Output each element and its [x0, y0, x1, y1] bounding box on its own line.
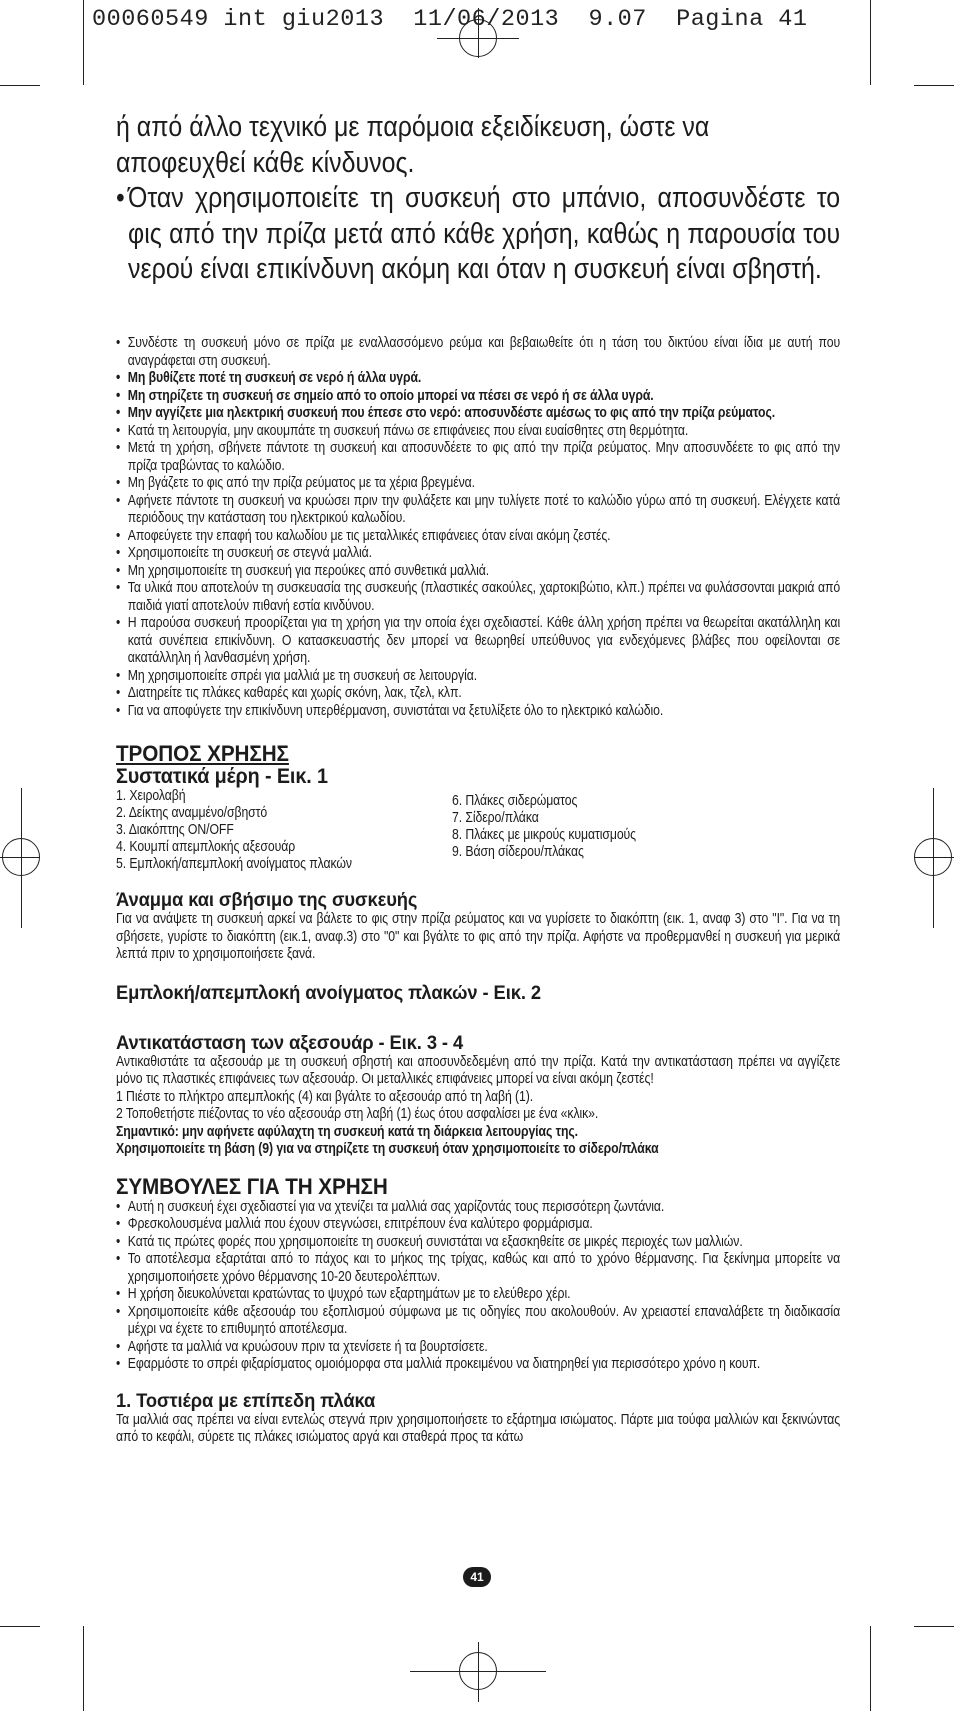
registration-mark-left: [0, 857, 40, 858]
lock-title: Εμπλοκή/απεμπλοκή ανοίγματος πλακών - Εικ. 2: [116, 981, 541, 1004]
registration-mark-right: [933, 788, 934, 928]
tip-item: • Η χρήση διευκολύνεται κρατώντας το ψυχρό των εξαρτημάτων με το ελεύθερο χέρι.: [116, 1286, 840, 1304]
safety-item: • Συνδέστε τη συσκευή μόνο σε πρίζα με εναλλασσόμενο ρεύμα και βεβαιωθείτε ότι η τάση του δικτύου είναι ίδια με αυτή που αναγράφεται στη συσκευή.: [116, 335, 840, 370]
crop-mark: [0, 85, 40, 86]
registration-mark-right: [914, 857, 954, 858]
usage-title: ΤΡΟΠΟΣ ΧΡΗΣΗΣ: [116, 741, 289, 766]
safety-list-block: [116, 335, 840, 1447]
replace-step-2: 2 Τοποθετήστε πιέζοντας το νέο αξεσουάρ στη λαβή (1) έως ότου ασφαλίσει με ένα «κλικ».: [116, 1106, 599, 1122]
crop-mark: [914, 1626, 954, 1627]
part-item: 6. Πλάκες σιδερώματος: [452, 793, 578, 809]
registration-mark-left: [21, 788, 22, 928]
intro-bullet: [116, 181, 840, 288]
crop-mark: [914, 85, 954, 86]
part-item: 9. Βάση σίδερου/πλάκας: [452, 844, 584, 860]
page-content: [116, 110, 841, 1445]
safety-item: • Μην αγγίζετε μια ηλεκτρική συσκευή που έπεσε στο νερό: αποσυνδέστε αμέσως το φις από την πρίζα ρεύματος.: [116, 405, 840, 423]
safety-item: • Μη βυθίζετε ποτέ τη συσκευή σε νερό ή άλλα υγρά.: [116, 370, 840, 388]
crop-mark: [870, 0, 871, 85]
bullet-icon: •: [116, 182, 125, 214]
intro-block: [116, 110, 840, 288]
safety-item: • Αφήνετε πάντοτε τη συσκευή να κρυώσει πριν την φυλάξετε και μην τυλίγετε ποτέ το καλώδιο γύρω από τη συσκευή. Ελέγχετε κατά περιόδους την κατάσταση του ηλεκτρικού καλωδίου.: [116, 493, 840, 528]
safety-item: • Τα υλικά που αποτελούν τη συσκευασία της συσκευής (πλαστικές σακούλες, χαρτοκιβώτιο, κλπ.) πρέπει να φυλάσσονται μακριά από παιδιά γιατί αποτελούν πιθανή εστία κινδύνου.: [116, 580, 840, 615]
part-item: 1. Χειρολαβή: [116, 788, 186, 804]
crop-mark: [83, 0, 84, 85]
safety-item: • Αποφεύγετε την επαφή του καλωδίου με τις μεταλλικές επιφάνειες όταν είναι ακόμη ζεστές.: [116, 528, 840, 546]
parts-list: [116, 788, 840, 873]
safety-item: • Κατά τη λειτουργία, μην ακουμπάτε τη συσκευή πάνω σε επιφάνειες που είναι ευαίσθητες στη θερμότητα.: [116, 423, 840, 441]
safety-item: • Διατηρείτε τις πλάκες καθαρές και χωρίς σκόνη, λακ, τζελ, κλπ.: [116, 685, 840, 703]
tip-item: • Το αποτέλεσμα εξαρτάται από το πάχος και το μήκος της τρίχας, καθώς και από το χρόνο θέρμανσης. Για ξεκίνημα μπορείτε να χρησιμοποιήσετε χρόνο θέρμανσης 10-20 δευτερολέπτων.: [116, 1251, 840, 1286]
tip-item: • Εφαρμόστε το σπρέι φιξαρίσματος ομοιόμορφα στα μαλλιά προκειμένου να διατηρηθεί για περισσότερο χρόνο η κουπ.: [116, 1356, 840, 1374]
safety-item: • Μη χρησιμοποιείτε σπρέι για μαλλιά με τη συσκευή σε λειτουργία.: [116, 668, 840, 686]
page-number-badge: 41: [463, 1567, 491, 1587]
onoff-title: Άναμμα και σβήσιμο της συσκευής: [116, 889, 418, 911]
tip-item: • Αφήστε τα μαλλιά να κρυώσουν πριν τα χτενίσετε ή τα βουρτσίσετε.: [116, 1339, 840, 1357]
crop-mark: [870, 1626, 871, 1711]
intro-bullet-text: Όταν χρησιμοποιείτε τη συσκευή στο μπάνιο, αποσυνδέστε το φις από την πρίζα μετά από κάθε χρήση, καθώς η παρουσία του νερού είναι επικίνδυνη ακόμη και όταν η συσκευή είναι σβηστή.: [128, 182, 841, 285]
safety-item: • Μη βγάζετε το φις από την πρίζα ρεύματος με τα χέρια βρεγμένα.: [116, 475, 840, 493]
replace-title: Αντικατάσταση των αξεσουάρ - Εικ. 3 - 4: [116, 1031, 464, 1054]
safety-list: [116, 335, 840, 720]
registration-mark-bottom: [478, 1642, 479, 1702]
replace-warning: Σημαντικό: μην αφήνετε αφύλαχτη τη συσκευή κατά τη διάρκεια λειτουργίας της.: [116, 1123, 578, 1140]
onoff-text: Για να ανάψετε τη συσκευή αρκεί να βάλετε το φις στην πρίζα ρεύματος και να γυρίσετε το διακόπτη (εικ. 1, αναφ 3) στο "I". Για να τη σβήσετε, γυρίστε το διακόπτη (εικ.1, αναφ.3) στο "0" και βγάλτε το φις από την πρίζα. Αφήστε να προθερμανθεί η συσκευή για μερικά λεπτά πριν το χρησιμοποιήσετε ξανά.: [116, 911, 841, 962]
safety-item: • Μετά τη χρήση, σβήνετε πάντοτε τη συσκευή και αποσυνδέετε το φις από την πρίζα ρεύματος. Μην αποσυνδέετε το φις από την πρίζα τραβώντας το καλώδιο.: [116, 440, 840, 475]
tips-title: ΣΥΜΒΟΥΛΕΣ ΓΙΑ ΤΗ ΧΡΗΣΗ: [116, 1173, 388, 1199]
crop-mark: [0, 1626, 40, 1627]
crop-mark: [83, 1626, 84, 1711]
replace-text: Αντικαθιστάτε τα αξεσουάρ με τη συσκευή σβηστή και αποσυνδεδεμένη από την πρίζα. Κατά την αντικατάσταση πρέπει να αγγίζετε μόνο τις πλαστικές επιφάνειες των αξεσουάρ. Οι μεταλλικές επιφάνειες μπορεί να είναι ακόμη ζεστές!: [116, 1053, 841, 1087]
parts-list-left: [116, 788, 452, 873]
part-item: 8. Πλάκες με μικρούς κυματισμούς: [452, 827, 637, 843]
safety-item: • Μη στηρίζετε τη συσκευή σε σημείο από το οποίο μπορεί να πέσει σε νερό ή σε άλλα υγρά.: [116, 388, 840, 406]
part-item: 2. Δείκτης αναμμένο/σβηστό: [116, 805, 268, 821]
part-item: 4. Κουμπί απεμπλοκής αξεσουάρ: [116, 839, 296, 855]
tip-item: • Κατά τις πρώτες φορές που χρησιμοποιείτε τη συσκευή συνιστάται να εξασκηθείτε σε μικρές περιοχές των μαλλιών.: [116, 1234, 840, 1252]
parts-title: Συστατικά μέρη - Εικ. 1: [116, 765, 328, 788]
safety-item: • Μη χρησιμοποιείτε τη συσκευή για περούκες από συνθετικά μαλλιά.: [116, 563, 840, 581]
replace-stand-note: Χρησιμοποιείτε τη βάση (9) για να στηρίζετε τη συσκευή όταν χρησιμοποιείτε το σίδερο/πλάκα: [116, 1141, 659, 1157]
print-slug-header: 00060549 int giu2013 11/06/2013 9.07 Pagina 41: [92, 6, 808, 33]
intro-continuation: ή από άλλο τεχνικό με παρόμοια εξειδίκευση, ώστε να αποφευχθεί κάθε κίνδυνος.: [116, 111, 710, 179]
tip-item: • Χρησιμοποιείτε κάθε αξεσουάρ του εξοπλισμού σύμφωνα με τις οδηγίες που ακολουθούν. Αν χρειαστεί επαναλάβετε τη διαδικασία μέχρι να έχετε το επιθυμητό αποτέλεσμα.: [116, 1304, 840, 1339]
flat-plate-title: 1. Τοστιέρα με επίπεδη πλάκα: [116, 1389, 376, 1412]
safety-item: • Χρησιμοποιείτε τη συσκευή σε στεγνά μαλλιά.: [116, 545, 840, 563]
safety-item: • Για να αποφύγετε την επικίνδυνη υπερθέρμανση, συνιστάται να ξετυλίξετε όλο το ηλεκτρικό καλώδιο.: [116, 703, 840, 721]
replace-step-1: 1 Πιέστε το πλήκτρο απεμπλοκής (4) και βγάλτε το αξεσουάρ από τη λαβή (1).: [116, 1088, 534, 1105]
tips-list: [116, 1199, 840, 1374]
parts-list-right: [452, 793, 636, 873]
registration-mark-bottom: [410, 1671, 546, 1672]
part-item: 5. Εμπλοκή/απεμπλοκή ανοίγματος πλακών: [116, 856, 352, 872]
part-item: 3. Διακόπτης ON/OFF: [116, 822, 234, 838]
tip-item: • Αυτή η συσκευή έχει σχεδιαστεί για να χτενίζει τα μαλλιά σας χαρίζοντάς τους περισσότερη ζωντάνια.: [116, 1199, 840, 1217]
safety-item: • Η παρούσα συσκευή προορίζεται για τη χρήση για την οποία έχει σχεδιαστεί. Κάθε άλλη χρήση πρέπει να θεωρείται ακατάλληλη και κατά συνέπεια επικίνδυνη. Ο κατασκευαστής δεν μπορεί να θεωρηθεί υπεύθυνος για ενδεχόμενες βλάβες που οφείλονται σε ακατάλληλη ή λανθασμένη χρήση.: [116, 615, 840, 668]
part-item: 7. Σίδερο/πλάκα: [452, 810, 539, 826]
registration-mark-top: [437, 38, 519, 39]
flat-plate-text: Τα μαλλιά σας πρέπει να είναι εντελώς στεγνά πριν χρησιμοποιήσετε το εξάρτημα ισιώματος. Πάρτε μια τούφα μαλλιών και ξεκινώντας από το κεφάλι, σύρετε τις πλάκες ισιώματος αργά και σταθερά προς τα κάτω: [116, 1411, 841, 1445]
tip-item: • Φρεσκολουσμένα μαλλιά που έχουν στεγνώσει, επιτρέπουν ένα καλύτερο φορμάρισμα.: [116, 1216, 840, 1234]
